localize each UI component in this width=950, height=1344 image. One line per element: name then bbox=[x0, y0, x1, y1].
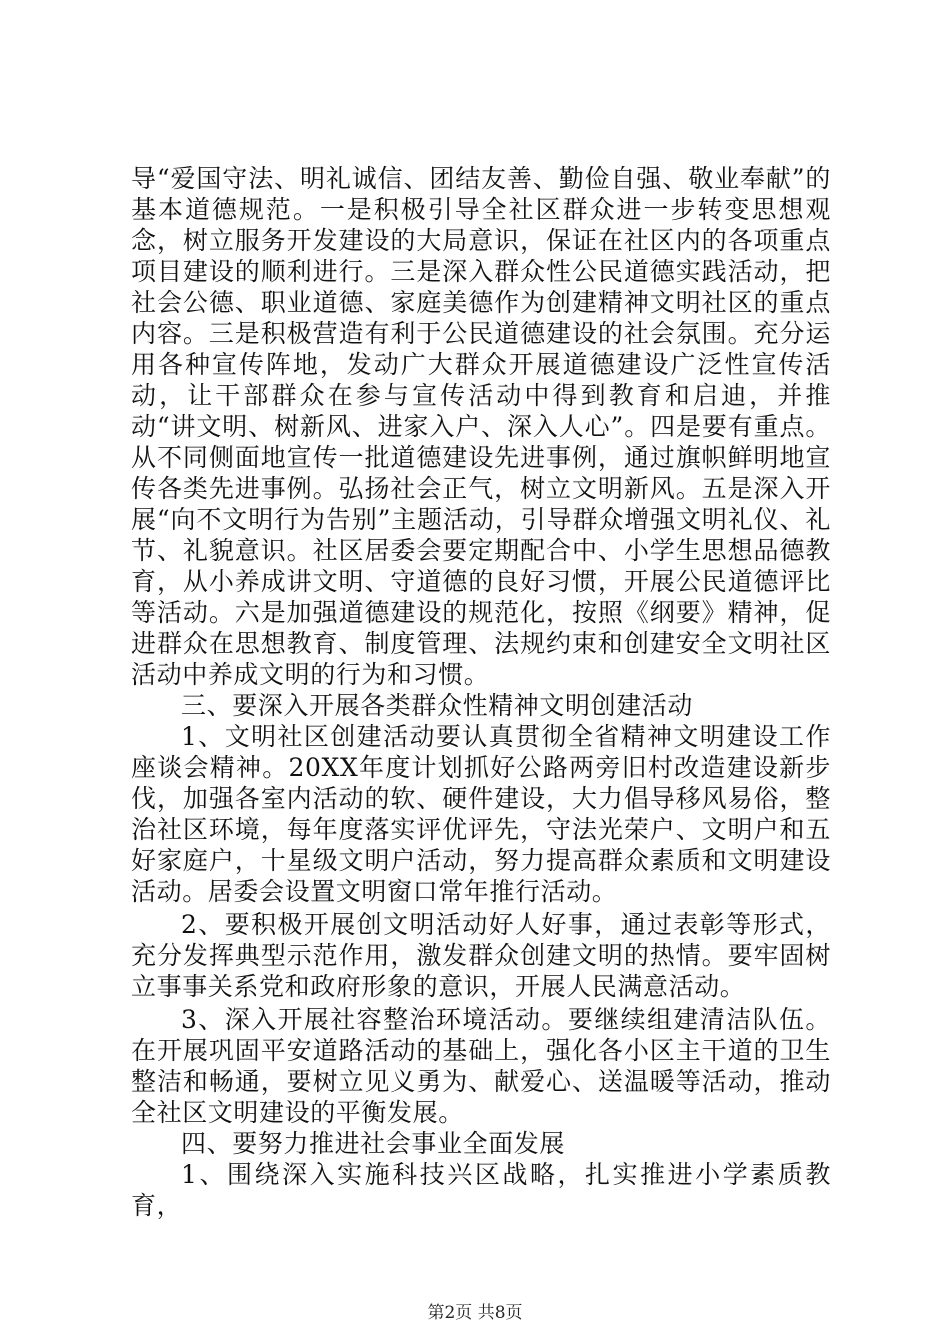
document-body bbox=[131, 163, 831, 1221]
paragraph-item-2-good-deeds: 2、要积极开展创文明活动好人好事，通过表彰等形式，充分发挥典型示范作用，激发群众创建文明的热情。要牢固树立事事关系党和政府形象的意识，开展人民满意活动。 bbox=[131, 910, 831, 1001]
page-number-footer: 第2页 共8页 bbox=[427, 1303, 523, 1323]
paragraph-moral-norms: 导“爱国守法、明礼诚信、团结友善、勤俭自强、敬业奉献”的基本道德规范。一是积极引导全社区群众进一步转变思想观念，树立服务开发建设的大局意识，保证在社区内的各项重点项目建设的顺利进行。三是深入群众性公民道德实践活动，把社会公德、职业道德、家庭美德作为创建精神文明社区的重点内容。三是积极营造有利于公民道德建设的社会氛围。充分运用各种宣传阵地，发动广大群众开展道德建设广泛性宣传活动，让干部群众在参与宣传活动中得到教育和启迪，并推动“讲文明、树新风、进家入户、深入人心”。四是要有重点。从不同侧面地宣传一批道德建设先进事例，通过旗帜鲜明地宣传各类先进事例。弘扬社会正气，树立文明新风。五是深入开展“向不文明行为告别”主题活动，引导群众增强文明礼仪、礼节、礼貌意识。社区居委会要定期配合中、小学生思想品德教育，从小养成讲文明、守道德的良好习惯，开展公民道德评比等活动。六是加强道德建设的规范化，按照《纲要》精神，促进群众在思想教育、制度管理、法规约束和创建安全文明社区活动中养成文明的行为和习惯。 bbox=[131, 164, 831, 689]
heading-section-three: 三、要深入开展各类群众性精神文明创建活动 bbox=[181, 691, 694, 720]
heading-section-four: 四、要努力推进社会事业全面发展 bbox=[181, 1129, 566, 1158]
paragraph-item-1-education: 1、围绕深入实施科技兴区战略，扎实推进小学素质教育， bbox=[131, 1160, 831, 1220]
paragraph-item-1-community: 1、文明社区创建活动要认真贯彻全省精神文明建设工作座谈会精神。20XX年度计划抓好公路两旁旧村改造建设新步伐，加强各室内活动的软、硬件建设，大力倡导移风易俗，整治社区环境，每年度落实评优评先，守法光荣户、文明户和五好家庭户，十星级文明户活动，努力提高群众素质和文明建设活动。居委会设置文明窗口常年推行活动。 bbox=[131, 722, 831, 906]
paragraph-item-3-environment: 3、深入开展社容整治环境活动。要继续组建清洁队伍。在开展巩固平安道路活动的基础上，强化各小区主干道的卫生整洁和畅通，要树立见义勇为、献爱心、送温暖等活动，推动全社区文明建设的平衡发展。 bbox=[131, 1005, 831, 1127]
